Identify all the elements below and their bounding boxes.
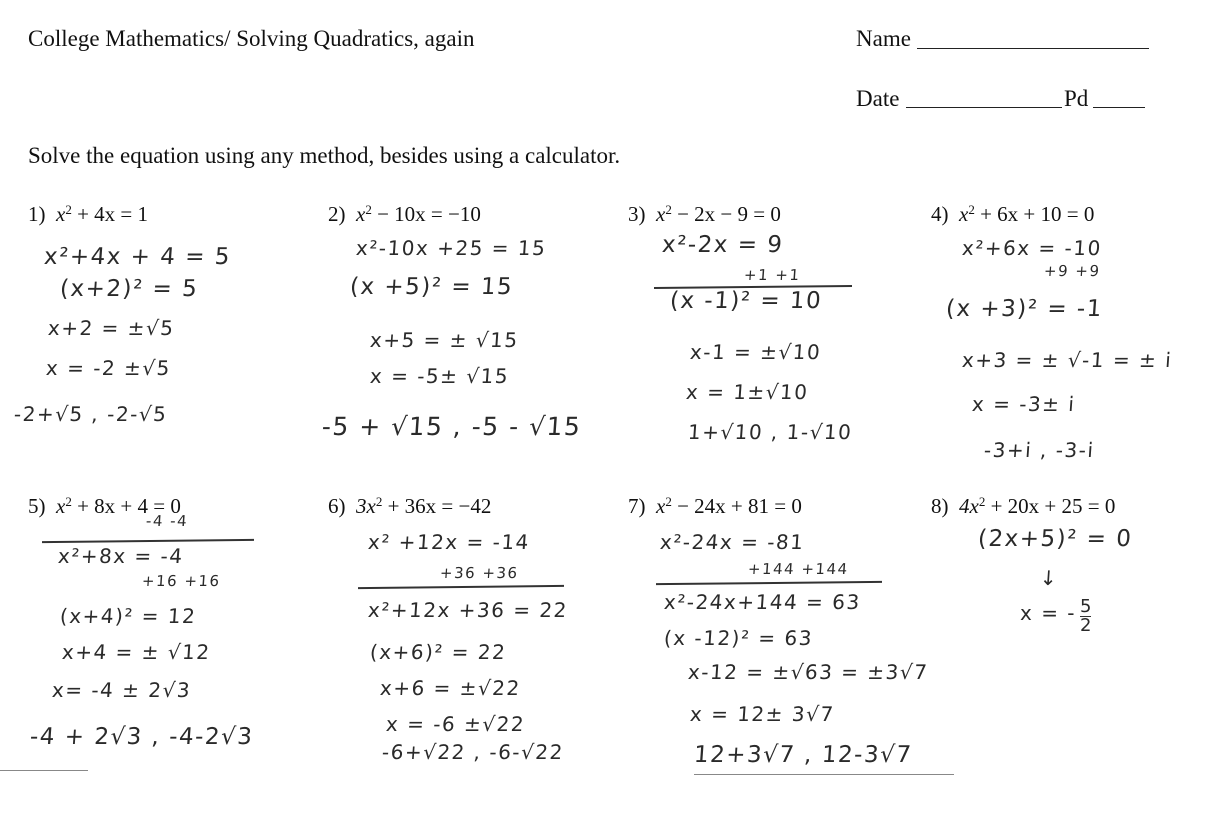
p6-work-rule: [358, 585, 564, 589]
p6-work-step: x² +12x = -14: [367, 530, 531, 554]
p1-work-step: (x+2)² = 5: [59, 276, 200, 302]
equation-lead: x: [356, 202, 366, 226]
p2-work-step: x²-10x +25 = 15: [355, 236, 548, 260]
p6-work-step: x = -6 ±√22: [385, 712, 526, 736]
problem-number: 4): [931, 202, 949, 226]
date-label: Date: [856, 86, 900, 111]
p4-work-step: +9 +9: [1043, 262, 1102, 280]
p2-work-step: x+5 = ± √15: [369, 328, 520, 352]
p5-work-step: -4 -4: [145, 512, 189, 530]
equation-lead: x: [56, 202, 66, 226]
p6-work-step: -6+√22 , -6-√22: [381, 740, 565, 764]
problem-number: 5): [28, 494, 46, 518]
p1-work-step: -2+√5 , -2-√5: [13, 402, 169, 426]
p5-work-step: x+4 = ± √12: [61, 640, 212, 664]
problem-number: 6): [328, 494, 346, 518]
problem-5-equation: 5) $x^2 + 8x + 4 = 0$: [28, 493, 181, 518]
p7-work-step: +144 +144: [747, 560, 850, 578]
p6-work-step: (x+6)² = 22: [369, 640, 508, 664]
denominator: 2: [1080, 615, 1092, 636]
p4-work-step: x²+6x = -10: [961, 236, 1103, 260]
problem-number: 3): [628, 202, 646, 226]
down-arrow-icon: ↓: [1039, 566, 1060, 590]
p1-work-step: x = -2 ±√5: [45, 356, 172, 380]
p5-work-step: x²+8x = -4: [57, 544, 185, 568]
fraction: [1080, 598, 1091, 635]
p8-work-step: x = -: [1020, 601, 1077, 626]
p6-work-step: +36 +36: [439, 564, 520, 582]
name-blank-line[interactable]: [917, 48, 1149, 49]
problem-2-equation: 2) $x^2 - 10x = -10$: [328, 201, 481, 226]
p7-work-underline: [694, 774, 954, 775]
p7-work-step: x²-24x = -81: [659, 530, 806, 554]
p2-work-step: (x +5)² = 15: [349, 274, 515, 300]
p5-work-step: (x+4)² = 12: [59, 604, 198, 628]
p8-work-step: (2x+5)² = 0: [977, 526, 1134, 552]
p4-work-step: x = -3± i: [971, 392, 1077, 416]
pd-blank-line[interactable]: [1093, 107, 1145, 108]
equation-rest: − 10x = −10: [371, 202, 481, 226]
problem-4-equation: 4) $x^2 + 6x + 10 = 0$: [931, 201, 1095, 226]
p5-work-step: -4 + 2√3 , -4-2√3: [29, 724, 255, 750]
problem-6-equation: 6) $3x^2 + 36x = -42$: [328, 493, 492, 518]
p7-work-step: 12+3√7 , 12-3√7: [693, 742, 914, 768]
p6-work-step: x²+12x +36 = 22: [367, 598, 569, 622]
p5-work-step: x= -4 ± 2√3: [51, 678, 192, 702]
instructions: Solve the equation using any method, besides using a calculator.: [28, 143, 621, 168]
equation-lead: 4x: [959, 494, 979, 518]
problem-number: 2): [328, 202, 346, 226]
p3-work-step: x = 1±√10: [685, 380, 810, 404]
p1-work-step: x+2 = ±√5: [47, 316, 176, 340]
p4-work-step: -3+i , -3-i: [983, 438, 1096, 462]
equation-lead: 3x: [356, 494, 376, 518]
p7-work-step: x = 12± 3√7: [689, 702, 836, 726]
date-blank-line[interactable]: [906, 107, 1062, 108]
p7-work-step: x-12 = ±√63 = ±3√7: [687, 660, 930, 684]
equation-rest: − 2x − 9 = 0: [671, 202, 781, 226]
problem-7-equation: 7) $x^2 - 24x + 81 = 0$: [628, 493, 802, 518]
p3-work-step: 1+√10 , 1-√10: [687, 420, 854, 444]
name-label: Name: [856, 26, 911, 51]
p2-work-step: -5 + √15 , -5 - √15: [320, 412, 583, 441]
p8-answer: [1020, 598, 1091, 635]
p4-work-step: x+3 = ± √-1 = ± i: [961, 348, 1174, 372]
equation-lead: x: [56, 494, 66, 518]
problem-number: 1): [28, 202, 46, 226]
equation-rest: + 4x = 1: [71, 202, 149, 226]
p5-work-rule: [42, 539, 254, 543]
problem-number: 8): [931, 494, 949, 518]
equation-rest: + 36x = −42: [382, 494, 492, 518]
p7-work-rule: [656, 581, 882, 585]
equation-rest: + 6x + 10 = 0: [974, 202, 1095, 226]
equation-rest: + 8x + 4 = 0: [71, 494, 181, 518]
p7-work-step: x²-24x+144 = 63: [663, 590, 862, 614]
problem-8-equation: 8) $4x^2 + 20x + 25 = 0$: [931, 493, 1116, 518]
p3-work-step: +1 +1: [743, 266, 802, 284]
p2-work-step: x = -5± √15: [369, 364, 510, 388]
p3-work-step: (x -1)² = 10: [669, 288, 824, 314]
p4-work-step: (x +3)² = -1: [945, 296, 1104, 322]
page-title: College Mathematics/ Solving Quadratics, again: [28, 26, 475, 51]
p5-work-step: +16 +16: [141, 572, 222, 590]
p5-work-underline: [0, 770, 88, 771]
problem-number: 7): [628, 494, 646, 518]
equation-rest: + 20x + 25 = 0: [985, 494, 1116, 518]
equation-lead: x: [656, 202, 666, 226]
p3-work-step: x²-2x = 9: [661, 232, 785, 258]
numerator: 5: [1080, 596, 1092, 617]
equation-lead: x: [959, 202, 969, 226]
equation-lead: x: [656, 494, 666, 518]
p1-work-step: x²+4x + 4 = 5: [43, 244, 232, 270]
equation-rest: − 24x + 81 = 0: [671, 494, 802, 518]
p7-work-step: (x -12)² = 63: [663, 626, 814, 650]
p6-work-step: x+6 = ±√22: [379, 676, 522, 700]
pd-label: Pd: [1064, 86, 1089, 111]
p3-work-step: x-1 = ±√10: [689, 340, 823, 364]
problem-1-equation: 1) $x^2 + 4x = 1$: [28, 201, 149, 226]
problem-3-equation: 3) $x^2 - 2x - 9 = 0$: [628, 201, 781, 226]
